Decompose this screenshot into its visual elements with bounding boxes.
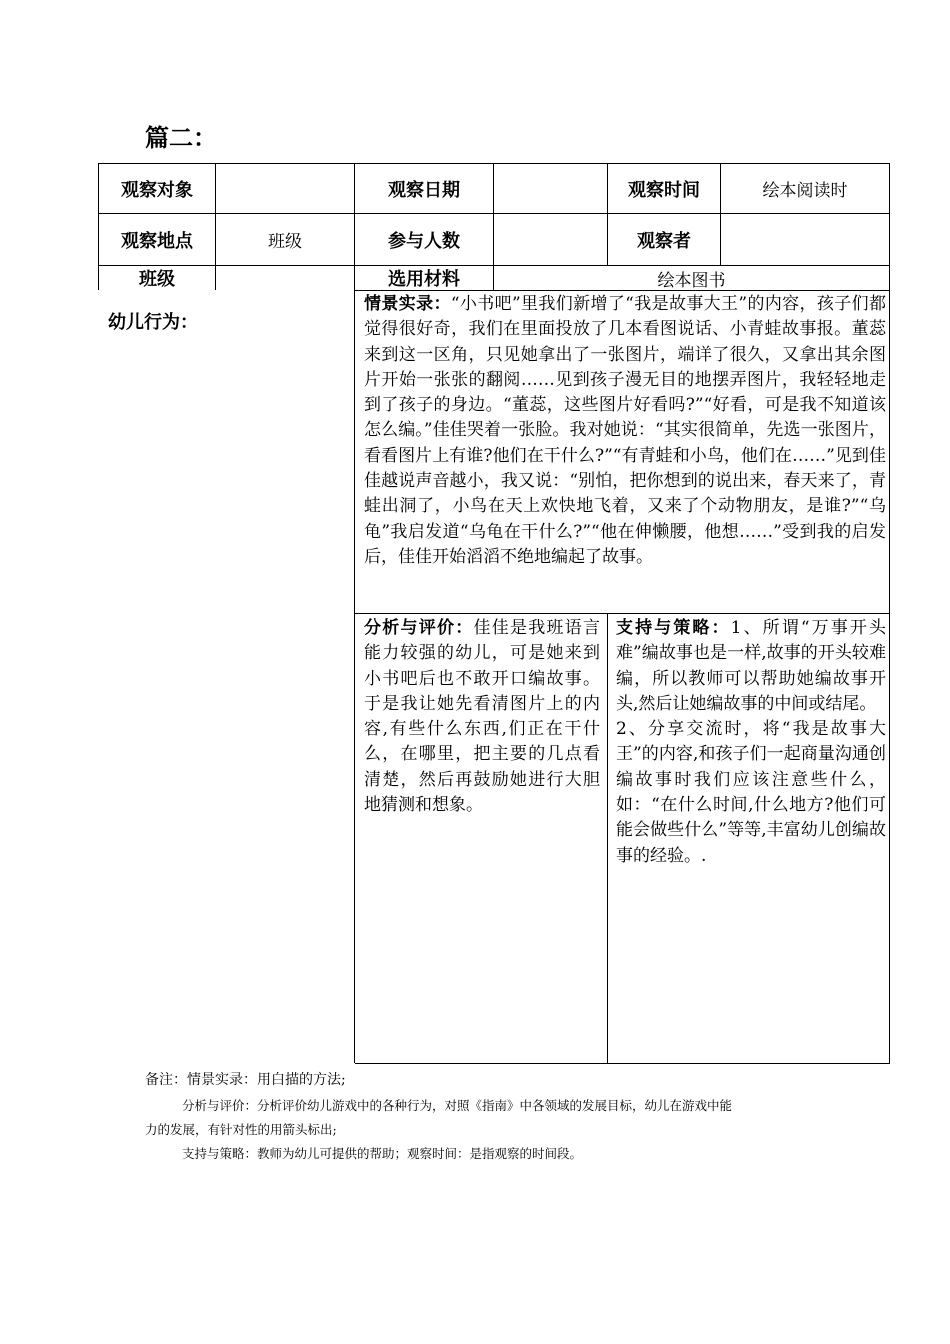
analysis-text: 佳佳是我班语言能力较强的幼儿，可是她来到小书吧后也不敢开口编故事。于是我让她先看清图片上的内容,有些什么东西,们正在干什么，在哪里，把主要的几点看清楚，然后再鼓励她进行大胆地猜测和想象。 — [364, 618, 600, 816]
table-line — [355, 1063, 890, 1064]
class-label: 班级 — [139, 269, 175, 290]
support-block — [616, 616, 886, 869]
time-label: 观察时间 — [628, 179, 700, 201]
note-line-3: 力的发展，有针对性的用箭头标出; — [145, 1122, 337, 1137]
place-value: 班级 — [268, 232, 302, 252]
place-label: 观察地点 — [121, 230, 193, 252]
scene-label: 情景实录： — [364, 294, 451, 314]
class-value — [216, 266, 354, 290]
count-label: 参与人数 — [388, 230, 460, 252]
analysis-label: 分析与评价： — [364, 618, 474, 638]
material-value: 绘本图书 — [657, 270, 726, 291]
date-value — [494, 164, 607, 213]
scene-text: “小书吧”里我们新增了“我是故事大王”的内容，孩子们都觉得很好奇，我们在里面投放了几本看图说话、小青蛙故事报。董蕊来到这一区角，只见她拿出了一张图片，端详了很久，又拿出其余图片开始一张张的翻阅……见到孩子漫无目的地摆弄图片，我轻轻地走到了孩子的身边。“董蕊，这些图片好看吗?”“好看，可是我不知道该怎么编。”佳佳哭着一张脸。我对她说：“其实很简单，先选一张图片，看看图片上有谁?他们在干什么?”“有青蛙和小鸟，他们在……”见到佳佳越说声音越小，我又说：“别怕，把你想到的说出来，春天来了，青蛙出洞了，小鸟在天上欢快地飞着，又来了个动物朋友，是谁?”“乌龟”我启发道“乌龟在干什么?”“他在伸懒腰，他想……”受到我的启发后，佳佳开始滔滔不绝地编起了故事。 — [364, 294, 886, 567]
table-line — [607, 613, 608, 1063]
analysis-block — [364, 616, 600, 818]
subject-label: 观察对象 — [121, 179, 193, 201]
note-line-2: 分析与评价：分析评价幼儿游戏中的各种行为，对照《指南》中各领域的发展目标，幼儿在游戏中能 — [182, 1098, 733, 1113]
subject-value — [216, 164, 354, 213]
table-line — [354, 163, 355, 1063]
support-text-2: 2、分享交流时，将“我是故事大王”的内容,和孩子们一起商量沟通创编故事时我们应该注意些什么，如：“在什么时间,什么地方?他们可能会做些什么”等等,丰富幼儿创编故事的经验。. — [616, 719, 886, 866]
behavior-label: 幼儿行为： — [108, 312, 198, 333]
observer-label: 观察者 — [637, 230, 691, 252]
note-line-1: 备注：情景实录：用白描的方法; — [145, 1072, 346, 1088]
date-label: 观察日期 — [388, 179, 460, 201]
note-line-4: 支持与策略：教师为幼儿可提供的帮助；观察时间：是指观察的时间段。 — [182, 1146, 583, 1161]
table-line — [355, 613, 890, 614]
material-label: 选用材料 — [388, 269, 460, 290]
table-line — [889, 163, 890, 1063]
time-value: 绘本阅读时 — [762, 181, 848, 201]
support-text-1: 1、所谓“万事开头难”编故事也是一样,故事的开头较难编，所以教师可以帮助她编故事开头,然后让她编故事的中间或结尾。 — [616, 618, 886, 714]
observer-value — [721, 214, 889, 265]
page-heading: 篇二： — [145, 124, 217, 152]
support-label: 支持与策略： — [616, 618, 731, 638]
count-value — [494, 214, 607, 265]
scene-record — [364, 292, 886, 570]
